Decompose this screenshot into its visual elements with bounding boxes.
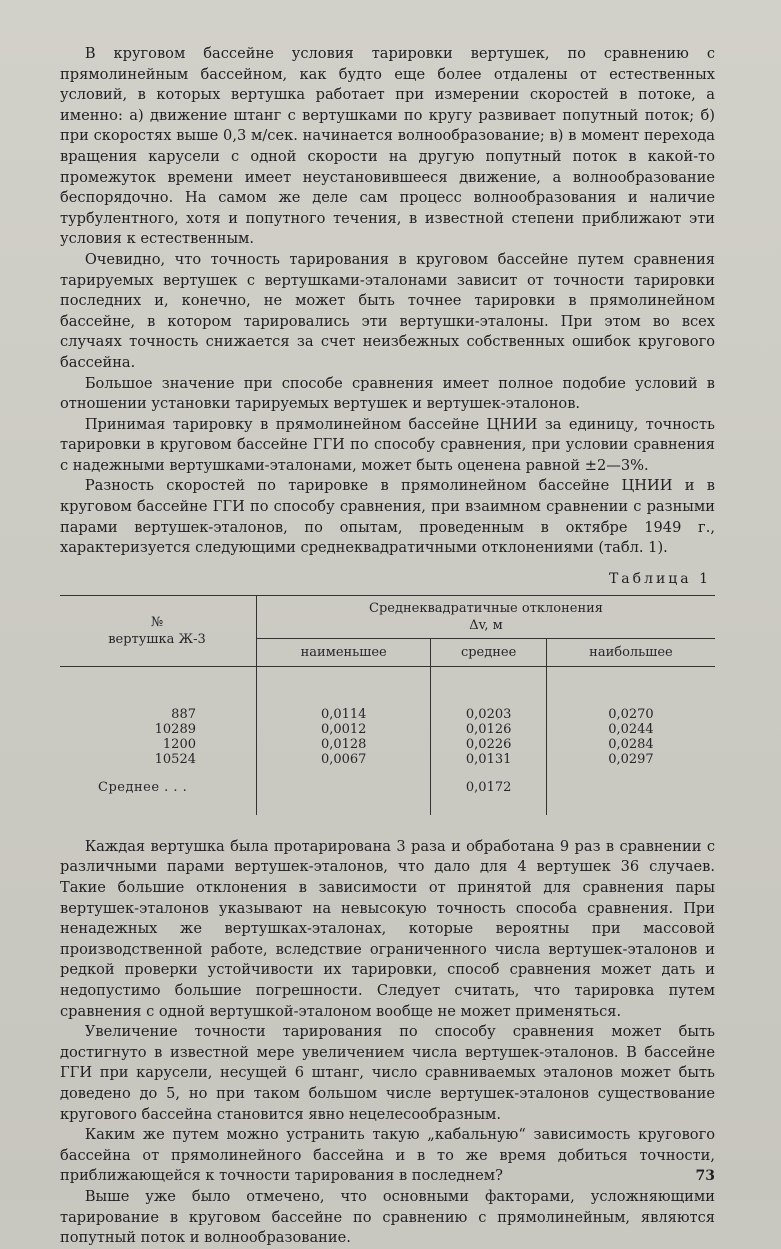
value-min: 0,0114 — [257, 707, 431, 722]
table-spacer-row — [60, 666, 715, 687]
page-number: 73 — [695, 1168, 715, 1184]
value-mean: 0,0126 — [431, 722, 547, 737]
value-min: 0,0128 — [257, 737, 431, 752]
group-header-unit: Δv, м — [469, 617, 503, 633]
table-row — [60, 707, 715, 722]
paragraph-accuracy-estimate: Принимая тарировку в прямолинейном бассейне ЦНИИ за единицу, точность тарировки в круговом бассейне ГГИ по способу сравнения, при условии сравнения с надежными вертушками-эталонами, может быть оценена равной ±2—3%. — [60, 415, 715, 474]
column-header-meter-type: вертушка Ж-3 — [108, 631, 206, 647]
value-mean: 0,0131 — [431, 752, 547, 767]
average-min-empty — [257, 767, 431, 815]
table-caption: Таблица 1 — [608, 570, 711, 587]
average-label: Среднее . . . — [98, 779, 188, 795]
value-min: 0,0012 — [257, 722, 431, 737]
table-row-average — [60, 767, 715, 815]
paragraph-question: Каким же путем можно устранить такую „кабальную“ зависимость кругового бассейна от прямолинейного бассейна и в то же время добиться точности, приближающейся к точности тарирования в последнем? — [60, 1126, 715, 1185]
table-spacer-row — [60, 687, 715, 707]
meter-number: 1200 — [162, 736, 196, 752]
table-row — [60, 752, 715, 767]
group-header-title: Среднеквадратичные отклонения — [369, 600, 603, 616]
value-max: 0,0297 — [546, 752, 715, 767]
column-header-min: наименьшее — [257, 638, 431, 666]
table-row — [60, 737, 715, 752]
column-header-mean: среднее — [431, 638, 547, 666]
paragraph-calibration-cases: Каждая вертушка была протарирована 3 раза и обработана 9 раз в сравнении с различными парами вертушек-эталонов, что дало для 4 вертушек 36 случаев. Такие большие отклонения в зависимости от принятой для сравнения пары вертушек-эталонов указывают на невысокую точность способа сравнения. При ненадежных же вертушках-эталонах, которые вероятны при массовой производственной работе, вследствие ограниченного числа вертушек-эталонов и редкой проверки устойчивости их тарировки, способ сравнения может дать и недопустимо большие погрешности. Следует считать, что тарировка путем сравнения с одной вертушкой-эталоном вообще не может применяться. — [60, 837, 715, 1020]
paragraph-circular-basin-conditions: В круговом бассейне условия тарировки вертушек, по сравнению с прямолинейным бассейном, как будто еще более отдалены от естественных условий, в которых вертушка работает при измерении скоростей в потоке, а именно: а) движение штанг с вертушками по кругу развивает попутный поток; б) при скоростях выше 0,3 м/сек. начинается волнообразование; в) в момент перехода вращения карусели с одной скорости на другую попутный поток в какой-то промежуток времени имеет неустановившееся движение, а волнообразование беспорядочно. На самом же деле сам процесс волнообразования и наличие турбулентного, хотя и попутного течения, в известной степени приближают эти условия к естественным. — [60, 45, 715, 248]
column-header-current-meter — [60, 595, 257, 666]
spacer — [60, 815, 715, 837]
meter-number: 10289 — [154, 721, 196, 737]
deviation-table — [60, 595, 715, 815]
column-header-max: наибольшее — [546, 638, 715, 666]
paragraph-increase-accuracy: Увеличение точности тарирования по способу сравнения может быть достигнуто в известной мере увеличением числа вертушек-эталонов. В бассейне ГГИ при карусели, несущей 6 штанг, число сравниваемых эталонов может быть доведено до 5, но при таком большом числе вертушек-эталонов существование кругового бассейна становится явно нецелесообразным. — [60, 1023, 715, 1123]
meter-number: 10524 — [154, 751, 196, 767]
value-mean: 0,0203 — [431, 707, 547, 722]
paragraph-installation-similarity: Большое значение при способе сравнения имеет полное подобие условий в отношении установки тарируемых вертушек и вертушек-эталонов. — [60, 374, 715, 413]
value-mean: 0,0226 — [431, 737, 547, 752]
value-max: 0,0244 — [546, 722, 715, 737]
value-min: 0,0067 — [257, 752, 431, 767]
column-header-number-sign: № — [150, 614, 164, 630]
value-max: 0,0270 — [546, 707, 715, 722]
column-group-header-deviations — [257, 595, 716, 638]
paragraph-velocity-difference: Разность скоростей по тарировке в прямолинейном бассейне ЦНИИ и в круговом бассейне ГГИ по способу сравнения, при взаимном сравнении с разными парами вертушек-эталонов, по опытам, проведенным в октябре 1949 г., характеризуется следующими среднеквадратичными отклонениями (табл. 1). — [60, 477, 715, 557]
paragraph-accuracy-dependence: Очевидно, что точность тарирования в круговом бассейне путем сравнения тарируемых вертушек с вертушками-эталонами зависит от точности тарировки последних и, конечно, не может быть точнее тарировки в прямолинейном бассейне, в котором тарировались эти вертушки-эталоны. При этом во всех случаях точность снижается за счет неизбежных собственных ошибок кругового бассейна. — [60, 250, 715, 371]
average-mean-value: 0,0172 — [431, 767, 547, 815]
value-max: 0,0284 — [546, 737, 715, 752]
average-max-empty — [546, 767, 715, 815]
meter-number: 887 — [171, 706, 196, 722]
table-row — [60, 722, 715, 737]
paragraph-main-factors: Выше уже было отмечено, что основными факторами, усложняющими тарирование в круговом бассейне по сравнению с прямолинейным, являются попутный поток и волнообразование. — [60, 1187, 715, 1247]
